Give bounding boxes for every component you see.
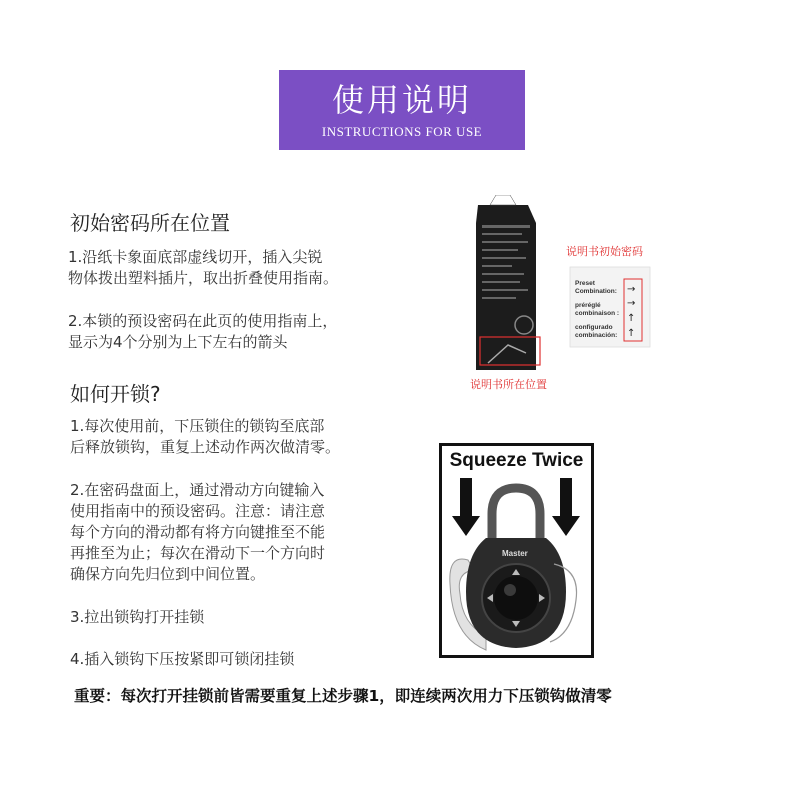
section2-step1: 1.每次使用前，下压锁住的锁钩至底部 后释放锁钩，重复上述动作两次做清零。 xyxy=(70,417,341,456)
card-line: combinación: xyxy=(575,332,618,339)
package-figure xyxy=(458,195,668,395)
title-banner xyxy=(279,70,525,150)
caption-manual-location: 说明书所在位置 xyxy=(470,378,547,391)
arrow-up-icon: ↑ xyxy=(627,328,636,339)
caption-manual-code: 说明书初始密码 xyxy=(566,245,643,258)
section2-step4: 4.插入锁钩下压按紧即可锁闭挂锁 xyxy=(70,650,295,668)
banner-title-en: INSTRUCTIONS FOR USE xyxy=(321,124,483,139)
arrow-right-icon: → xyxy=(627,298,636,309)
section2-step3: 3.拉出锁钩打开挂锁 xyxy=(70,608,205,626)
section1-step1: 1.沿纸卡象面底部虚线切开，插入尖锐 物体拨出塑料插片，取出折叠使用指南。 xyxy=(68,248,339,287)
section2-heading: 如何开锁? xyxy=(70,382,161,406)
squeeze-figure xyxy=(439,443,594,658)
squeeze-title: Squeeze Twice xyxy=(449,450,584,471)
section2-step2: 2.在密码盘面上，通过滑动方向键输入 使用指南中的预设密码。注意：请注意 每个方向的滑动都有将方向键推至不能 再推至为止；每次在滑动下一个方向时 确保方向先归位到中间位置。 xyxy=(70,481,326,583)
section1-step2: 2.本锁的预设密码在此页的使用指南上， 显示为4个分别为上下左右的箭头 xyxy=(68,312,338,351)
card-line: Combination: xyxy=(575,288,617,295)
dial-button xyxy=(494,576,538,620)
arrow-up-icon: ↑ xyxy=(627,313,636,324)
card-line: combinaison : xyxy=(575,310,620,317)
arrow-down-icon xyxy=(452,478,480,536)
card-line: configurado xyxy=(575,324,613,331)
shackle xyxy=(492,488,540,544)
package-card xyxy=(476,205,536,370)
arrow-right-icon: → xyxy=(627,284,636,295)
banner-title-cn: 使用说明 xyxy=(331,81,472,119)
card-line: préréglé xyxy=(575,302,601,309)
brand-logo: Master xyxy=(502,549,528,558)
section1-heading: 初始密码所在位置 xyxy=(70,211,230,235)
arrow-down-icon xyxy=(552,478,580,536)
card-line: Preset xyxy=(575,280,595,287)
important-note: 重要：每次打开挂锁前皆需要重复上述步骤1，即连续两次用力下压锁钩做清零 xyxy=(74,687,612,705)
